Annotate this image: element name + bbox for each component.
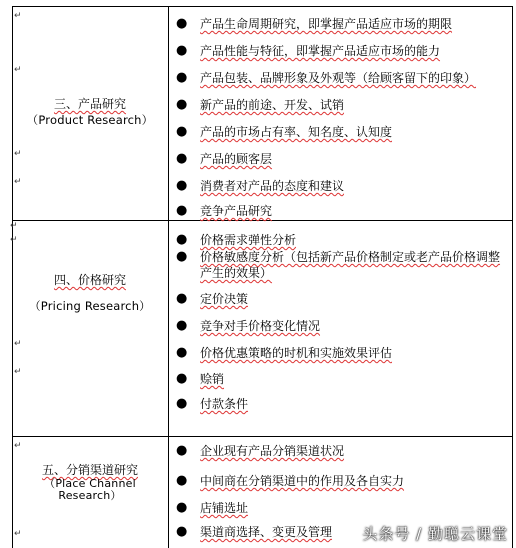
list-item: ● 产品的市场占有率、知名度、认知度 [176, 124, 393, 139]
bullet-icon: ● [176, 371, 188, 386]
row-divider-1 [12, 220, 512, 221]
paragraph-mark: ↵ [14, 367, 22, 377]
paragraph-mark: ↵ [10, 221, 18, 231]
section-title-zh: 三、产品研究 [53, 97, 126, 111]
bullet-icon: ● [176, 178, 188, 193]
paragraph-mark: ↵ [14, 339, 22, 349]
bullet-icon: ● [176, 249, 188, 264]
bullet-icon: ● [176, 203, 188, 218]
section-title-en: （Place Channel Research） [44, 477, 136, 502]
list-item: ● 定价决策 [176, 291, 249, 306]
bullet-icon: ● [176, 318, 188, 333]
bullet-icon: ● [176, 443, 188, 458]
list-item: ● 消费者对产品的态度和建议 [176, 178, 345, 193]
list-item: ● 赊销 [176, 371, 225, 386]
bullet-icon: ● [176, 291, 188, 306]
list-item: ● 渠道商选择、变更及管理 [176, 524, 333, 539]
list-item: ● 付款条件 [176, 396, 249, 411]
list-item: ● 中间商在分销渠道中的作用及各自实力 [176, 473, 405, 488]
bullet-icon: ● [176, 43, 188, 58]
column-divider [168, 6, 169, 548]
bullet-icon: ● [176, 151, 188, 166]
list-item: ● 店铺选址 [176, 500, 249, 515]
section-title-pricing [12, 272, 168, 314]
bullet-icon: ● [176, 473, 188, 488]
bullet-icon: ● [176, 500, 188, 515]
paragraph-mark: ↵ [10, 235, 18, 245]
list-item: ● 价格优惠策略的时机和实施效果评估 [176, 345, 393, 360]
paragraph-mark: ↵ [14, 149, 22, 159]
list-item: ● 价格需求弹性分析 [176, 232, 297, 247]
table-border-right [512, 6, 513, 548]
paragraph-mark: ↵ [14, 11, 22, 21]
bullet-icon: ● [176, 97, 188, 112]
watermark: 头条号 / 勤聪云课堂 [362, 525, 508, 543]
bullet-icon: ● [176, 70, 188, 85]
list-item: ● 新产品的前途、开发、试销 [176, 97, 345, 112]
section-title-en: （Pricing Research） [29, 299, 151, 313]
bullet-icon: ● [176, 345, 188, 360]
paragraph-mark: ↵ [14, 529, 22, 539]
bullet-icon: ● [176, 16, 188, 31]
list-item: ● 产品生命周期研究，即掌握产品适应市场的期限 [176, 16, 453, 31]
list-item: ● 企业现有产品分销渠道状况 [176, 443, 345, 458]
bullet-icon: ● [176, 124, 188, 139]
row-divider-2 [12, 436, 512, 437]
bullet-icon: ● [176, 396, 188, 411]
list-item: ● 竞争对手价格变化情况 [176, 318, 321, 333]
section-title-zh: 四、价格研究 [53, 273, 126, 287]
list-item: ● 价格敏感度分析（包括新产品价格制定或老产品价格调整产生的效果） [176, 249, 501, 280]
section-title-zh: 五、分销渠道研究 [41, 463, 138, 477]
bullet-icon: ● [176, 524, 188, 539]
section-title-en: （Product Research） [26, 113, 154, 127]
bullet-icon: ● [176, 232, 188, 247]
list-item: ● 产品性能与特征，即掌握产品适应市场的能力 [176, 43, 441, 58]
paragraph-mark: ↵ [14, 65, 22, 75]
list-item: ● 产品包装、品牌形象及外观等（给顾客留下的印象） [176, 70, 477, 85]
table-border-top [12, 6, 512, 7]
paragraph-mark: ↵ [14, 441, 22, 451]
list-item: ● 产品的顾客层 [176, 151, 273, 166]
section-title-product [12, 96, 168, 128]
section-title-place [12, 462, 168, 502]
paragraph-mark: ↵ [14, 177, 22, 187]
list-item: ● 竞争产品研究 [176, 203, 273, 218]
